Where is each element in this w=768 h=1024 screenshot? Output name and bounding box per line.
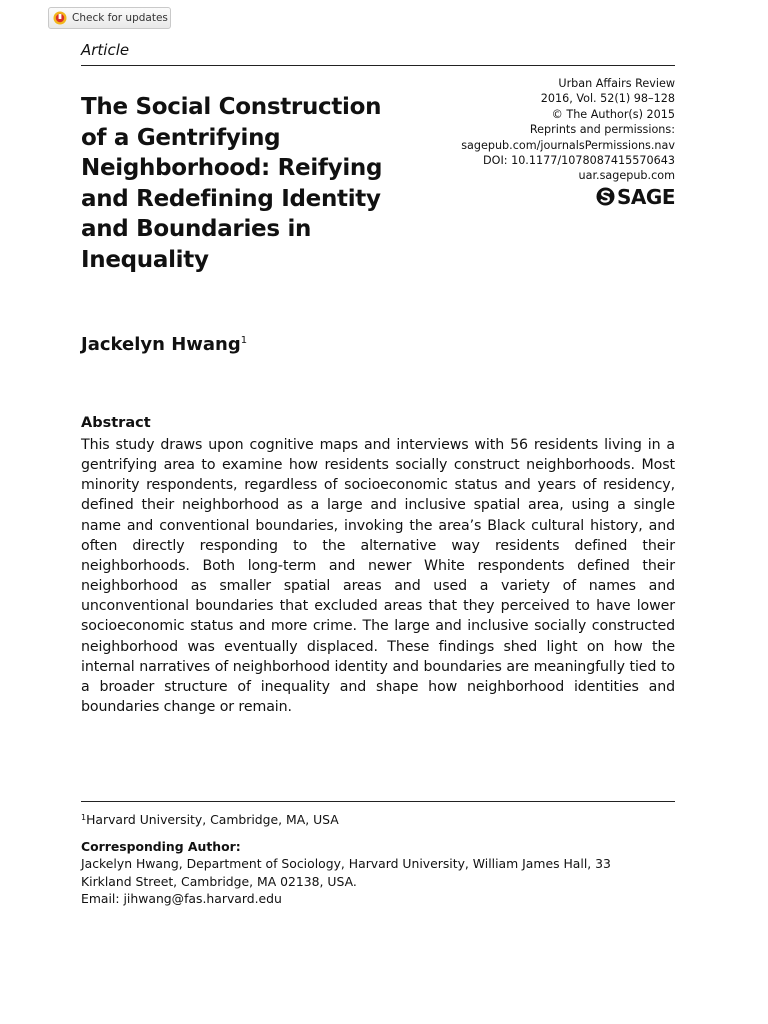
footnote-rule	[81, 801, 675, 802]
journal-website[interactable]: uar.sagepub.com	[578, 169, 675, 183]
sage-wordmark: SAGE	[617, 184, 675, 209]
article-type-label: Article	[81, 41, 130, 59]
article-title: The Social Construction of a Gentrifying Neighborhood: Reifying and Redefining Identity and Boundaries in Inequality	[81, 94, 383, 273]
corresponding-author-address-line-1: Jackelyn Hwang, Department of Sociology, Harvard University, William James Hall, 33	[81, 856, 611, 871]
journal-permissions-link[interactable]: sagepub.com/journalsPermissions.nav	[461, 138, 675, 152]
journal-info	[461, 76, 675, 207]
header-rule	[81, 65, 675, 66]
footnote-mark: 1	[81, 813, 87, 822]
journal-doi[interactable]: DOI: 10.1177/1078087415570643	[483, 154, 675, 168]
affiliation-footnote	[81, 812, 339, 827]
corresponding-author-email[interactable]: Email: jihwang@fas.harvard.edu	[81, 891, 282, 906]
affiliation-text: Harvard University, Cambridge, MA, USA	[86, 812, 339, 827]
check-for-updates-label: Check for updates	[72, 12, 168, 24]
sage-mark-icon	[596, 187, 615, 206]
journal-reprints: Reprints and permissions:	[529, 123, 675, 137]
journal-volume: 2016, Vol. 52(1) 98–128	[540, 92, 675, 106]
sage-logo	[461, 184, 675, 209]
author-name-text: Jackelyn Hwang	[81, 334, 241, 355]
journal-name: Urban Affairs Review	[558, 77, 675, 90]
abstract-heading: Abstract	[81, 415, 151, 431]
abstract-text: This study draws upon cognitive maps and interviews with 56 residents living in a gentrifying area to examine how residents socially construct neighborhoods. Most minority respondents, regardless of socioeconomic status and years of residency, defined their neighborhood as a large and inclusive spatial area, using a single name and conventional boundaries, invoking the area’s Black cultural history, and often directly responding to the alternative way residents defined their neighborhoods. Both long-term and newer White respondents defined their neighborhood as smaller spatial areas and used a variety of names and unconventional boundaries that excluded areas that they perceived to have lower socioeconomic status and more crime. The large and inclusive socially constructed neighborhood was eventually displaced. These findings shed light on how the internal narratives of neighborhood identity and boundaries are meaningfully tied to a broader structure of inequality and shape how neighborhood identities and boundaries change or remain.	[81, 437, 675, 716]
author-affiliation-mark: 1	[240, 335, 248, 346]
author-name	[81, 334, 247, 355]
journal-copyright: © The Author(s) 2015	[551, 107, 675, 121]
corresponding-author-heading: Corresponding Author:	[81, 839, 241, 854]
crossmark-icon	[53, 11, 67, 25]
check-for-updates-button[interactable]	[48, 7, 171, 29]
corresponding-author-address-line-2: Kirkland Street, Cambridge, MA 02138, USA.	[81, 874, 357, 889]
